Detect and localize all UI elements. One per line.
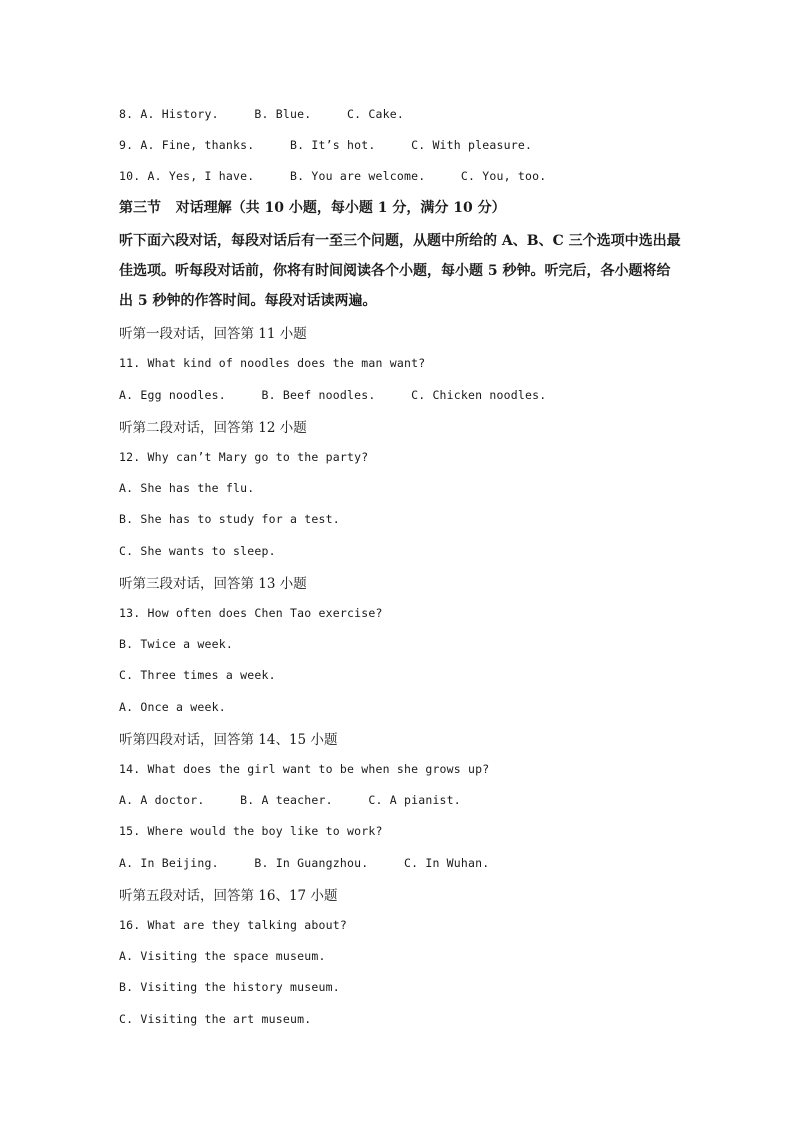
question-12: 12. Why can’t Mary go to the party?: [119, 450, 369, 464]
question-13: 13. How often does Chen Tao exercise?: [119, 606, 383, 620]
q16-option-b: B. Visiting the history museum.: [119, 980, 340, 994]
q12-option-b: B. She has to study for a test.: [119, 512, 340, 526]
dialogue-2-label: 听第二段对话，回答第 12 小题: [119, 420, 307, 436]
q13-option-b: B. Twice a week.: [119, 637, 233, 651]
q13-option-a: A. Once a week.: [119, 700, 226, 714]
dialogue-4-label: 听第四段对话，回答第 14、15 小题: [119, 732, 338, 748]
q11-options: A. Egg noodles. B. Beef noodles. C. Chicken noodles.: [119, 388, 547, 402]
q10-options: 10. A. Yes, I have. B. You are welcome. C. You, too.: [119, 169, 547, 183]
q8-options: 8. A. History. B. Blue. C. Cake.: [119, 107, 404, 121]
question-14: 14. What does the girl want to be when she grows up?: [119, 762, 490, 776]
question-11: 11. What kind of noodles does the man want?: [119, 356, 426, 370]
question-15: 15. Where would the boy like to work?: [119, 824, 383, 838]
dialogue-1-label: 听第一段对话，回答第 11 小题: [119, 326, 307, 342]
dialogue-5-label: 听第五段对话，回答第 16、17 小题: [119, 888, 338, 904]
dialogue-3-label: 听第三段对话，回答第 13 小题: [119, 576, 307, 592]
q15-options: A. In Beijing. B. In Guangzhou. C. In Wuhan.: [119, 856, 490, 870]
section-heading: 第三节 对话理解（共 10 小题，每小题 1 分，满分 10 分）: [119, 200, 506, 216]
q14-options: A. A doctor. B. A teacher. C. A pianist.: [119, 793, 461, 807]
instruction-line-2: 佳选项。听每段对话前，你将有时间阅读各个小题，每小题 5 秒钟。听完后，各小题将给: [119, 263, 671, 279]
q16-option-a: A. Visiting the space museum.: [119, 949, 326, 963]
q9-options: 9. A. Fine, thanks. B. It’s hot. C. With pleasure.: [119, 138, 533, 152]
q12-option-c: C. She wants to sleep.: [119, 544, 276, 558]
q13-option-c: C. Three times a week.: [119, 668, 276, 682]
instruction-line-3: 出 5 秒钟的作答时间。每段对话读两遍。: [119, 293, 377, 309]
instruction-line-1: 听下面六段对话，每段对话后有一至三个问题，从题中所给的 A、B、C 三个选项中选出最: [119, 233, 681, 249]
q16-option-c: C. Visiting the art museum.: [119, 1012, 312, 1026]
question-16: 16. What are they talking about?: [119, 918, 347, 932]
q12-option-a: A. She has the flu.: [119, 481, 255, 495]
